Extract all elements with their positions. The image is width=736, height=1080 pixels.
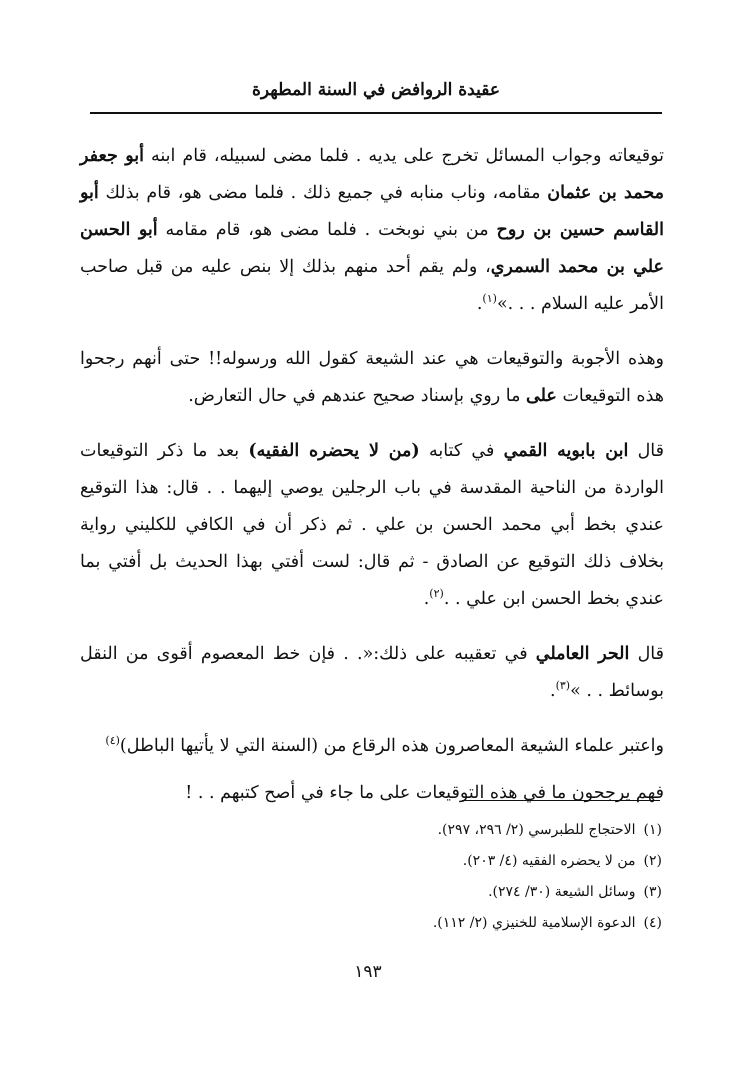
text-run: قال (628, 441, 665, 461)
bold-name: أبو الحسن علي بن محمد السمري (80, 220, 664, 277)
footnote-number: (١) (643, 822, 662, 838)
footnote-2 (90, 846, 662, 877)
footnote-ref[interactable]: (٣) (555, 679, 571, 693)
text-run: في كتابه (419, 441, 504, 461)
footnote-text: وسائل الشيعة (٣٠/ ٢٧٤). (488, 884, 636, 900)
text-run: . (549, 681, 556, 701)
paragraph-2 (80, 341, 664, 415)
footnote-ref[interactable]: (١) (482, 292, 497, 306)
footnote-3 (90, 877, 662, 908)
text-run: فهم يرجحون ما في هذه التوقيعات على ما جاء في أصح كتبهم . . ! (185, 783, 664, 803)
paragraph-5 (80, 728, 664, 765)
text-run: توقيعاته وجواب المسائل تخرج على يديه . فلما مضى لسبيله، قام ابنه (144, 146, 664, 166)
footnotes (90, 815, 662, 939)
body-text (80, 138, 664, 830)
paragraph-6 (80, 775, 664, 812)
text-run: واعتبر علماء الشيعة المعاصرون هذه الرقاع من (السنة التي لا يأتيها الباطل) (119, 736, 664, 756)
footnote-number: (٤) (643, 915, 662, 931)
footnote-number: (٢) (643, 853, 662, 869)
footnote-text: من لا يحضره الفقيه (٤/ ٢٠٣). (462, 853, 636, 869)
text-run: قال (629, 644, 664, 664)
bold-book-title: (من لا يحضره الفقيه) (248, 441, 420, 461)
header-rule (90, 112, 662, 114)
footnote-ref[interactable]: (٢) (429, 587, 444, 601)
paragraph-1 (80, 138, 664, 323)
text-run: مقامه، وناب منابه في جميع ذلك . فلما مضى هو، قام بذلك (98, 183, 548, 203)
text-run: . (476, 294, 483, 314)
bold-name: الحر العاملي (535, 644, 630, 664)
running-header: عقيدة الروافض في السنة المطهرة (252, 80, 500, 100)
text-run: في تعقيبه على ذلك:«. . فإن خط المعصوم أقوى من النقل بوسائط . . » (80, 644, 664, 701)
bold-name: أبو جعفر محمد بن عثمان (80, 146, 664, 203)
footnote-text: الدعوة الإسلامية للخنيزي (٢/ ١١٢). (432, 915, 636, 931)
text-run: وهذه الأجوبة والتوقيعات هي عند الشيعة كقول الله ورسوله!! حتى أنهم رجحوا هذه التوقيعات (80, 349, 664, 406)
footnote-ref[interactable]: (٤) (105, 734, 120, 748)
text-run: ما روي بإسناد صحيح عندهم في حال التعارض. (188, 386, 527, 406)
bold-name: أبو القاسم حسين بن روح (80, 183, 664, 240)
bold-name: ابن بابويه القمي (503, 441, 629, 461)
text-run: بعد ما ذكر التوقيعات الواردة من الناحية المقدسة في باب الرجلين يوصي إليهما . . قال: هذا التوقيع عندي بخط أبي محمد الحسن بن علي . ثم ذكر أن في الكافي للكليني رواية بخلاف ذلك التوقيع عن الصادق - ثم قال: لست أفتي بهذا الحديث بل أفتي بما عندي بخط الحسن ابن علي . . (80, 441, 664, 609)
text-run: ، ولم يقم أحد منهم بذلك إلا بنص عليه من قبل صاحب الأمر عليه السلام . . .» (80, 257, 664, 314)
paragraph-4 (80, 636, 664, 710)
footnote-4 (90, 908, 662, 939)
text-run: من بني نوبخت . فلما مضى هو، قام مقامه (157, 220, 497, 240)
bold-word: على (526, 386, 557, 406)
footnote-1 (90, 815, 662, 846)
footnote-text: الاحتجاج للطبرسي (٢/ ٢٩٦، ٢٩٧). (437, 822, 636, 838)
paragraph-3 (80, 433, 664, 618)
footnote-number: (٣) (643, 884, 662, 900)
footnote-rule (462, 800, 660, 801)
page-number: ١٩٣ (354, 962, 382, 982)
text-run: . (423, 589, 430, 609)
